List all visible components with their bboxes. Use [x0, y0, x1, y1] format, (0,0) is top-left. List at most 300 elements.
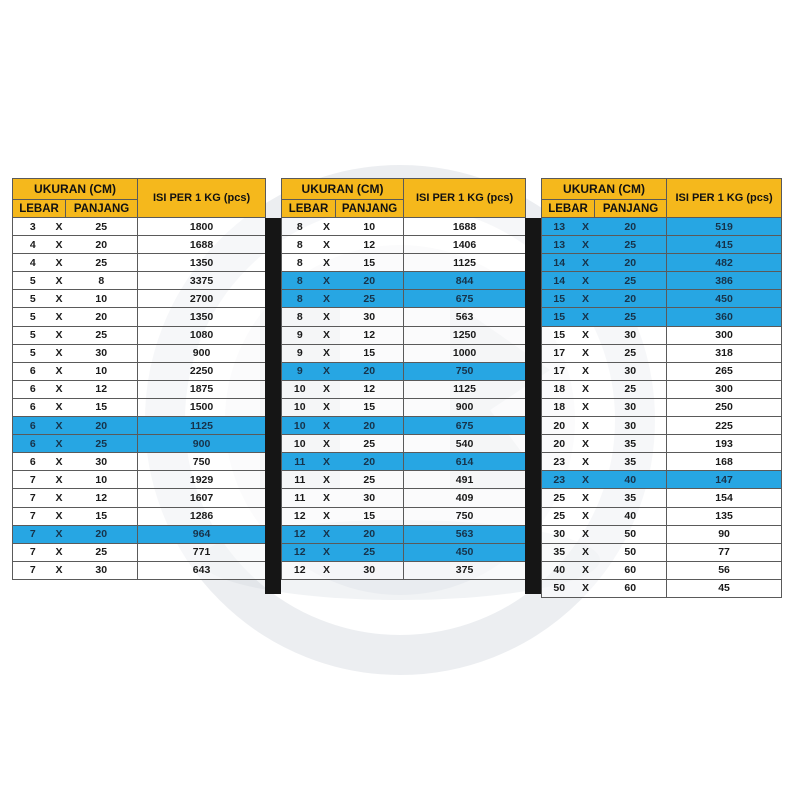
isi-cell: 250: [667, 398, 782, 416]
isi-cell: 1080: [138, 326, 266, 344]
table-row: [13, 543, 266, 561]
isi-cell: 1286: [138, 507, 266, 525]
panjang-cell: 25: [595, 380, 667, 398]
isi-cell: 900: [404, 398, 526, 416]
isi-cell: 77: [667, 543, 782, 561]
times-sign: X: [318, 290, 336, 308]
isi-cell: 519: [667, 218, 782, 236]
table-row: [282, 417, 526, 435]
table-row: [13, 435, 266, 453]
lebar-cell: 6: [13, 435, 53, 453]
times-sign: X: [318, 344, 336, 362]
lebar-cell: 5: [13, 326, 53, 344]
times-sign: X: [53, 398, 66, 416]
times-sign: X: [53, 489, 66, 507]
isi-cell: 750: [404, 507, 526, 525]
panjang-cell: 15: [336, 254, 404, 272]
column-separator: [525, 218, 541, 594]
table-row: [542, 308, 782, 326]
lebar-cell: 12: [282, 561, 318, 579]
times-sign: X: [53, 326, 66, 344]
lebar-cell: 23: [542, 453, 577, 471]
isi-cell: 56: [667, 561, 782, 579]
times-sign: X: [53, 362, 66, 380]
isi-cell: 491: [404, 471, 526, 489]
table-row: [13, 344, 266, 362]
size-table-3: [541, 178, 782, 598]
panjang-cell: 40: [595, 471, 667, 489]
panjang-cell: 20: [66, 236, 138, 254]
table-row: [542, 453, 782, 471]
table-row: [13, 272, 266, 290]
isi-cell: 614: [404, 453, 526, 471]
panjang-cell: 20: [595, 290, 667, 308]
panjang-cell: 15: [66, 507, 138, 525]
isi-cell: 563: [404, 308, 526, 326]
table-row: [282, 561, 526, 579]
times-sign: X: [53, 218, 66, 236]
lebar-cell: 14: [542, 254, 577, 272]
times-sign: X: [53, 417, 66, 435]
isi-cell: 900: [138, 344, 266, 362]
table-row: [282, 362, 526, 380]
times-sign: X: [577, 362, 595, 380]
times-sign: X: [318, 561, 336, 579]
isi-cell: 2250: [138, 362, 266, 380]
isi-cell: 1607: [138, 489, 266, 507]
panjang-header: PANJANG: [66, 200, 138, 218]
isi-cell: 318: [667, 344, 782, 362]
lebar-cell: 20: [542, 417, 577, 435]
panjang-cell: 30: [336, 489, 404, 507]
panjang-cell: 25: [66, 254, 138, 272]
times-sign: X: [318, 254, 336, 272]
times-sign: X: [577, 398, 595, 416]
panjang-cell: 30: [66, 453, 138, 471]
lebar-cell: 15: [542, 290, 577, 308]
table-row: [542, 507, 782, 525]
isi-header: ISI PER 1 KG (pcs): [138, 179, 266, 218]
times-sign: X: [53, 507, 66, 525]
isi-cell: 482: [667, 254, 782, 272]
table-row: [282, 344, 526, 362]
table-row: [282, 290, 526, 308]
lebar-cell: 15: [542, 308, 577, 326]
column-separator: [265, 218, 281, 594]
isi-cell: 1406: [404, 236, 526, 254]
isi-cell: 1688: [138, 236, 266, 254]
times-sign: X: [577, 561, 595, 579]
panjang-cell: 25: [595, 308, 667, 326]
isi-cell: 154: [667, 489, 782, 507]
times-sign: X: [577, 326, 595, 344]
panjang-cell: 20: [595, 218, 667, 236]
times-sign: X: [577, 417, 595, 435]
times-sign: X: [53, 272, 66, 290]
panjang-cell: 20: [66, 308, 138, 326]
isi-cell: 450: [404, 543, 526, 561]
lebar-cell: 8: [282, 254, 318, 272]
panjang-cell: 20: [336, 362, 404, 380]
panjang-cell: 8: [66, 272, 138, 290]
panjang-cell: 25: [66, 218, 138, 236]
lebar-cell: 35: [542, 543, 577, 561]
times-sign: X: [318, 218, 336, 236]
panjang-cell: 35: [595, 435, 667, 453]
isi-cell: 300: [667, 380, 782, 398]
panjang-cell: 25: [336, 471, 404, 489]
isi-cell: 1000: [404, 344, 526, 362]
times-sign: X: [577, 380, 595, 398]
panjang-cell: 25: [595, 236, 667, 254]
panjang-cell: 20: [66, 417, 138, 435]
lebar-cell: 7: [13, 471, 53, 489]
isi-cell: 3375: [138, 272, 266, 290]
lebar-cell: 5: [13, 272, 53, 290]
lebar-cell: 13: [542, 218, 577, 236]
table-row: [13, 218, 266, 236]
times-sign: X: [53, 308, 66, 326]
isi-cell: 1250: [404, 326, 526, 344]
lebar-cell: 8: [282, 272, 318, 290]
lebar-header: LEBAR: [282, 200, 336, 218]
isi-cell: 147: [667, 471, 782, 489]
times-sign: X: [318, 236, 336, 254]
times-sign: X: [577, 453, 595, 471]
times-sign: X: [318, 417, 336, 435]
times-sign: X: [318, 380, 336, 398]
lebar-cell: 11: [282, 453, 318, 471]
panjang-cell: 30: [336, 308, 404, 326]
times-sign: X: [577, 543, 595, 561]
table-row: [542, 579, 782, 597]
panjang-cell: 25: [66, 435, 138, 453]
panjang-cell: 30: [66, 561, 138, 579]
lebar-cell: 9: [282, 326, 318, 344]
panjang-cell: 25: [595, 344, 667, 362]
table-row: [13, 561, 266, 579]
times-sign: X: [318, 525, 336, 543]
isi-cell: 193: [667, 435, 782, 453]
lebar-header: LEBAR: [542, 200, 595, 218]
times-sign: X: [53, 453, 66, 471]
panjang-cell: 20: [595, 254, 667, 272]
table-row: [282, 453, 526, 471]
isi-cell: 771: [138, 543, 266, 561]
isi-cell: 135: [667, 507, 782, 525]
lebar-cell: 40: [542, 561, 577, 579]
times-sign: X: [318, 471, 336, 489]
table-row: [542, 362, 782, 380]
lebar-cell: 8: [282, 236, 318, 254]
times-sign: X: [318, 507, 336, 525]
panjang-cell: 20: [336, 525, 404, 543]
times-sign: X: [577, 290, 595, 308]
lebar-cell: 10: [282, 398, 318, 416]
times-sign: X: [577, 254, 595, 272]
times-sign: X: [577, 218, 595, 236]
lebar-cell: 5: [13, 344, 53, 362]
isi-cell: 1688: [404, 218, 526, 236]
table-row: [13, 507, 266, 525]
panjang-cell: 30: [66, 344, 138, 362]
table-row: [282, 398, 526, 416]
times-sign: X: [53, 435, 66, 453]
table-row: [282, 525, 526, 543]
lebar-cell: 25: [542, 507, 577, 525]
isi-cell: 90: [667, 525, 782, 543]
lebar-cell: 7: [13, 489, 53, 507]
times-sign: X: [577, 489, 595, 507]
times-sign: X: [577, 435, 595, 453]
times-sign: X: [318, 326, 336, 344]
table-row: [542, 525, 782, 543]
lebar-cell: 6: [13, 362, 53, 380]
times-sign: X: [53, 344, 66, 362]
table-row: [282, 507, 526, 525]
times-sign: X: [53, 236, 66, 254]
isi-cell: 1350: [138, 308, 266, 326]
lebar-cell: 11: [282, 489, 318, 507]
isi-cell: 563: [404, 525, 526, 543]
panjang-cell: 12: [336, 380, 404, 398]
panjang-cell: 15: [336, 344, 404, 362]
lebar-cell: 6: [13, 453, 53, 471]
isi-cell: 1500: [138, 398, 266, 416]
table-row: [13, 236, 266, 254]
table-row: [282, 471, 526, 489]
ukuran-header: UKURAN (CM): [282, 179, 404, 200]
table-row: [542, 344, 782, 362]
table-row: [542, 489, 782, 507]
panjang-cell: 12: [336, 236, 404, 254]
times-sign: X: [577, 579, 595, 597]
panjang-cell: 25: [336, 543, 404, 561]
lebar-cell: 8: [282, 290, 318, 308]
panjang-cell: 30: [595, 398, 667, 416]
panjang-cell: 25: [336, 290, 404, 308]
lebar-cell: 9: [282, 362, 318, 380]
panjang-cell: 12: [66, 489, 138, 507]
lebar-cell: 8: [282, 308, 318, 326]
lebar-cell: 17: [542, 362, 577, 380]
lebar-cell: 3: [13, 218, 53, 236]
table-row: [542, 254, 782, 272]
times-sign: X: [577, 471, 595, 489]
table-row: [13, 453, 266, 471]
panjang-cell: 25: [595, 272, 667, 290]
times-sign: X: [318, 435, 336, 453]
panjang-cell: 50: [595, 543, 667, 561]
lebar-cell: 25: [542, 489, 577, 507]
table-row: [282, 326, 526, 344]
table-row: [13, 489, 266, 507]
ukuran-header: UKURAN (CM): [542, 179, 667, 200]
times-sign: X: [53, 561, 66, 579]
panjang-header: PANJANG: [336, 200, 404, 218]
isi-cell: 844: [404, 272, 526, 290]
lebar-cell: 4: [13, 254, 53, 272]
lebar-cell: 12: [282, 543, 318, 561]
lebar-cell: 6: [13, 417, 53, 435]
panjang-cell: 35: [595, 489, 667, 507]
lebar-cell: 18: [542, 380, 577, 398]
table-row: [542, 398, 782, 416]
isi-cell: 643: [138, 561, 266, 579]
panjang-cell: 10: [66, 290, 138, 308]
isi-cell: 900: [138, 435, 266, 453]
isi-cell: 360: [667, 308, 782, 326]
times-sign: X: [318, 453, 336, 471]
panjang-cell: 50: [595, 525, 667, 543]
times-sign: X: [53, 290, 66, 308]
lebar-cell: 30: [542, 525, 577, 543]
isi-cell: 168: [667, 453, 782, 471]
isi-cell: 300: [667, 326, 782, 344]
table-row: [542, 471, 782, 489]
isi-cell: 1800: [138, 218, 266, 236]
panjang-cell: 30: [595, 362, 667, 380]
panjang-cell: 12: [336, 326, 404, 344]
lebar-cell: 50: [542, 579, 577, 597]
size-table-2: [281, 178, 526, 580]
times-sign: X: [318, 398, 336, 416]
panjang-cell: 10: [336, 218, 404, 236]
table-row: [542, 543, 782, 561]
table-row: [542, 561, 782, 579]
lebar-cell: 7: [13, 543, 53, 561]
lebar-cell: 11: [282, 471, 318, 489]
isi-header: ISI PER 1 KG (pcs): [404, 179, 526, 218]
table-row: [282, 308, 526, 326]
panjang-cell: 35: [595, 453, 667, 471]
table-row: [13, 326, 266, 344]
times-sign: X: [577, 525, 595, 543]
isi-cell: 675: [404, 417, 526, 435]
table-row: [282, 218, 526, 236]
panjang-cell: 25: [66, 326, 138, 344]
lebar-cell: 10: [282, 435, 318, 453]
isi-cell: 1929: [138, 471, 266, 489]
times-sign: X: [53, 525, 66, 543]
panjang-cell: 20: [336, 417, 404, 435]
panjang-header: PANJANG: [595, 200, 667, 218]
lebar-cell: 23: [542, 471, 577, 489]
table-row: [542, 272, 782, 290]
panjang-cell: 10: [66, 362, 138, 380]
table-row: [13, 380, 266, 398]
lebar-cell: 12: [282, 525, 318, 543]
panjang-cell: 12: [66, 380, 138, 398]
panjang-cell: 30: [336, 561, 404, 579]
panjang-cell: 30: [595, 417, 667, 435]
isi-cell: 1125: [404, 380, 526, 398]
times-sign: X: [577, 308, 595, 326]
panjang-cell: 25: [336, 435, 404, 453]
table-row: [282, 489, 526, 507]
lebar-cell: 4: [13, 236, 53, 254]
table-row: [13, 471, 266, 489]
times-sign: X: [577, 236, 595, 254]
panjang-cell: 15: [66, 398, 138, 416]
lebar-cell: 7: [13, 525, 53, 543]
table-row: [282, 543, 526, 561]
table-row: [542, 218, 782, 236]
isi-cell: 1125: [138, 417, 266, 435]
table-row: [542, 326, 782, 344]
table-row: [13, 398, 266, 416]
panjang-cell: 20: [336, 272, 404, 290]
lebar-cell: 5: [13, 308, 53, 326]
lebar-cell: 13: [542, 236, 577, 254]
table-row: [542, 290, 782, 308]
lebar-cell: 14: [542, 272, 577, 290]
times-sign: X: [53, 543, 66, 561]
isi-cell: 1875: [138, 380, 266, 398]
lebar-cell: 10: [282, 417, 318, 435]
panjang-cell: 15: [336, 398, 404, 416]
isi-cell: 964: [138, 525, 266, 543]
lebar-cell: 20: [542, 435, 577, 453]
isi-cell: 2700: [138, 290, 266, 308]
isi-cell: 540: [404, 435, 526, 453]
lebar-cell: 17: [542, 344, 577, 362]
isi-cell: 45: [667, 579, 782, 597]
panjang-cell: 30: [595, 326, 667, 344]
isi-cell: 1125: [404, 254, 526, 272]
times-sign: X: [577, 272, 595, 290]
lebar-cell: 12: [282, 507, 318, 525]
table-row: [282, 435, 526, 453]
panjang-cell: 10: [66, 471, 138, 489]
lebar-cell: 5: [13, 290, 53, 308]
isi-cell: 415: [667, 236, 782, 254]
isi-cell: 409: [404, 489, 526, 507]
panjang-cell: 40: [595, 507, 667, 525]
table-row: [542, 236, 782, 254]
lebar-cell: 15: [542, 326, 577, 344]
times-sign: X: [53, 380, 66, 398]
times-sign: X: [577, 344, 595, 362]
table-row: [282, 272, 526, 290]
table-row: [542, 435, 782, 453]
table-row: [13, 362, 266, 380]
times-sign: X: [53, 254, 66, 272]
times-sign: X: [318, 308, 336, 326]
panjang-cell: 60: [595, 579, 667, 597]
isi-cell: 675: [404, 290, 526, 308]
table-row: [13, 254, 266, 272]
isi-cell: 750: [404, 362, 526, 380]
isi-cell: 750: [138, 453, 266, 471]
panjang-cell: 15: [336, 507, 404, 525]
panjang-cell: 20: [336, 453, 404, 471]
isi-cell: 450: [667, 290, 782, 308]
lebar-cell: 6: [13, 380, 53, 398]
lebar-cell: 18: [542, 398, 577, 416]
panjang-cell: 60: [595, 561, 667, 579]
isi-cell: 386: [667, 272, 782, 290]
isi-cell: 375: [404, 561, 526, 579]
times-sign: X: [53, 471, 66, 489]
table-row: [282, 380, 526, 398]
lebar-cell: 9: [282, 344, 318, 362]
lebar-cell: 8: [282, 218, 318, 236]
times-sign: X: [577, 507, 595, 525]
times-sign: X: [318, 272, 336, 290]
isi-header: ISI PER 1 KG (pcs): [667, 179, 782, 218]
size-table-1: [12, 178, 266, 580]
